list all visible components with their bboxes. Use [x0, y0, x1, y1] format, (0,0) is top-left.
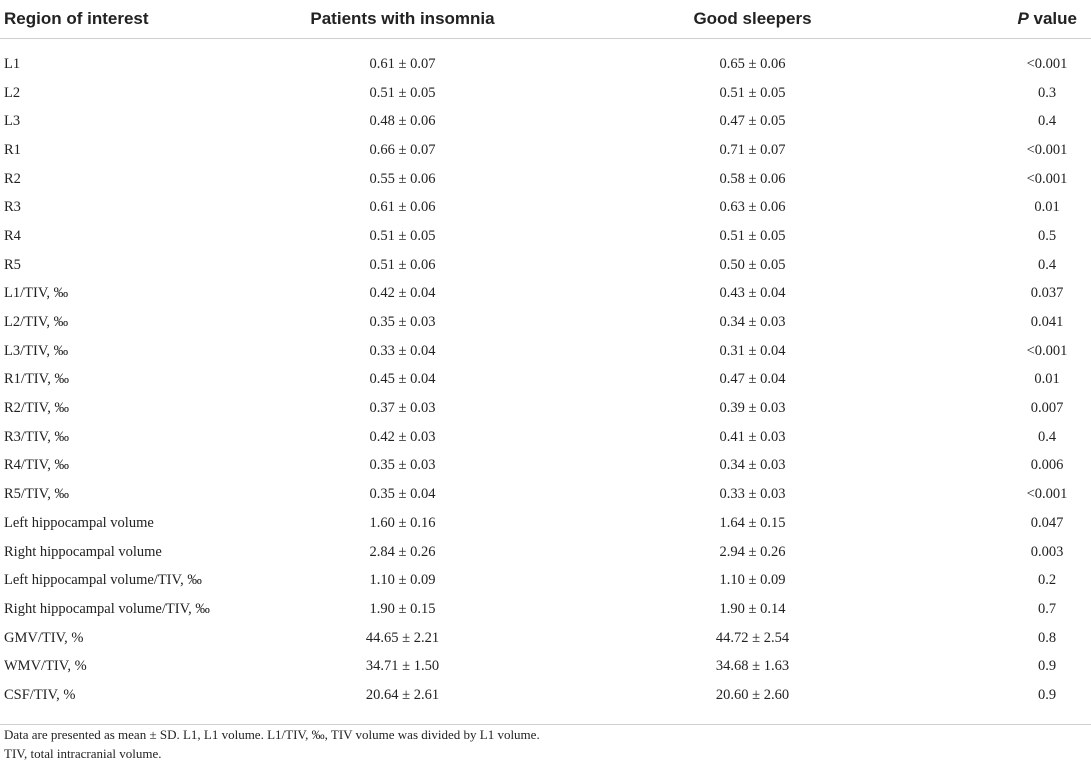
cell-good-sleepers: 0.51 ± 0.05 — [719, 227, 786, 244]
table-row — [0, 308, 1091, 337]
p-value-text: 0.9 — [1037, 658, 1057, 675]
p-value-text: 0.3 — [1037, 84, 1057, 101]
cell-insomnia: 20.64 ± 2.61 — [365, 686, 440, 703]
cell-p-value — [930, 595, 1091, 624]
cell-region: GMV/TIV, % — [4, 629, 84, 646]
cell-insomnia: 2.84 ± 0.26 — [369, 543, 436, 560]
cell-p-value — [930, 308, 1091, 337]
cell-region: WMV/TIV, % — [4, 658, 87, 675]
cell-good-sleepers: 0.31 ± 0.04 — [719, 342, 786, 359]
cell-p-value — [930, 423, 1091, 452]
cell-p-value — [930, 222, 1091, 251]
cell-good-sleepers: 0.51 ± 0.05 — [719, 84, 786, 101]
cell-good-sleepers: 0.33 ± 0.03 — [719, 486, 786, 503]
cell-region: R2/TIV, ‰ — [4, 400, 69, 417]
p-value-text: 0.01 — [1034, 371, 1060, 388]
body-bottom-rule — [0, 710, 1091, 725]
cell-p-value — [930, 509, 1091, 538]
p-value-text: 0.041 — [1030, 314, 1064, 331]
table-row — [0, 423, 1091, 452]
p-value-text: 0.5 — [1037, 227, 1057, 244]
cell-region: R5/TIV, ‰ — [4, 486, 69, 503]
p-value-text: 0.2 — [1037, 572, 1057, 589]
p-value-text: 0.007 — [1030, 400, 1064, 417]
cell-region: L1 — [4, 55, 21, 72]
cell-p-value — [930, 193, 1091, 222]
cell-p-value — [930, 394, 1091, 423]
cell-insomnia: 1.90 ± 0.15 — [369, 600, 436, 617]
cell-p-value — [930, 652, 1091, 681]
header-insomnia: Patients with insomnia — [230, 0, 575, 39]
p-value-text: 0.9 — [1037, 686, 1057, 703]
p-value-text: 0.7 — [1037, 600, 1057, 617]
cell-p-value — [930, 50, 1091, 79]
table-row — [0, 165, 1091, 194]
table-row — [0, 222, 1091, 251]
cell-region: L2/TIV, ‰ — [4, 314, 69, 331]
p-value-text: 0.006 — [1030, 457, 1064, 474]
cell-good-sleepers: 0.47 ± 0.04 — [719, 371, 786, 388]
header-row — [0, 0, 1091, 39]
cell-insomnia: 0.51 ± 0.05 — [369, 227, 436, 244]
header-p-value — [930, 0, 1091, 39]
cell-p-value — [930, 624, 1091, 653]
table-row — [0, 251, 1091, 280]
cell-good-sleepers: 0.50 ± 0.05 — [719, 256, 786, 273]
cell-insomnia: 0.35 ± 0.03 — [369, 457, 436, 474]
cell-region: Left hippocampal volume — [4, 514, 154, 531]
cell-insomnia: 1.10 ± 0.09 — [369, 572, 436, 589]
cell-good-sleepers: 1.90 ± 0.14 — [719, 600, 786, 617]
cell-insomnia: 0.51 ± 0.05 — [369, 84, 436, 101]
cell-region: R1/TIV, ‰ — [4, 371, 69, 388]
cell-region: L1/TIV, ‰ — [4, 285, 69, 302]
p-value-text: <0.001 — [1026, 342, 1068, 359]
table-row — [0, 509, 1091, 538]
table-body — [0, 39, 1091, 725]
cell-region: R1 — [4, 141, 21, 158]
cell-p-value — [930, 251, 1091, 280]
cell-insomnia: 0.33 ± 0.04 — [369, 342, 436, 359]
cell-region: CSF/TIV, % — [4, 686, 76, 703]
cell-p-value — [930, 107, 1091, 136]
cell-good-sleepers: 44.72 ± 2.54 — [715, 629, 790, 646]
table-footnote — [4, 725, 540, 763]
table-row — [0, 566, 1091, 595]
p-value-text: 0.4 — [1037, 428, 1057, 445]
table-row — [0, 452, 1091, 481]
cell-insomnia: 0.35 ± 0.03 — [369, 314, 436, 331]
p-value-text: <0.001 — [1026, 141, 1068, 158]
cell-region: Right hippocampal volume — [4, 543, 162, 560]
table-row — [0, 136, 1091, 165]
table-row — [0, 193, 1091, 222]
header-p-word: value — [1028, 9, 1077, 28]
cell-p-value — [930, 681, 1091, 710]
cell-good-sleepers: 0.63 ± 0.06 — [719, 199, 786, 216]
cell-good-sleepers: 0.41 ± 0.03 — [719, 428, 786, 445]
cell-good-sleepers: 0.47 ± 0.05 — [719, 113, 786, 130]
p-value-text: 0.4 — [1037, 113, 1057, 130]
cell-region: R4 — [4, 227, 21, 244]
cell-insomnia: 0.42 ± 0.03 — [369, 428, 436, 445]
p-value-text: 0.047 — [1030, 514, 1064, 531]
table-row — [0, 480, 1091, 509]
p-value-text: 0.8 — [1037, 629, 1057, 646]
cell-p-value — [930, 366, 1091, 395]
table-row — [0, 280, 1091, 309]
cell-insomnia: 1.60 ± 0.16 — [369, 514, 436, 531]
cell-insomnia: 0.51 ± 0.06 — [369, 256, 436, 273]
cell-good-sleepers: 0.34 ± 0.03 — [719, 457, 786, 474]
header-p-letter: P — [1017, 9, 1029, 28]
table-row — [0, 366, 1091, 395]
p-value-text: 0.003 — [1030, 543, 1064, 560]
cell-insomnia: 0.35 ± 0.04 — [369, 486, 436, 503]
cell-region: R3/TIV, ‰ — [4, 428, 69, 445]
cell-p-value — [930, 337, 1091, 366]
p-value-text: 0.037 — [1030, 285, 1064, 302]
cell-p-value — [930, 79, 1091, 108]
p-value-text: 0.4 — [1037, 256, 1057, 273]
table-row — [0, 337, 1091, 366]
cell-region: L3/TIV, ‰ — [4, 342, 69, 359]
table-row — [0, 681, 1091, 710]
p-value-text: 0.01 — [1034, 199, 1060, 216]
cell-insomnia: 0.55 ± 0.06 — [369, 170, 436, 187]
cell-p-value — [930, 165, 1091, 194]
header-good-sleepers: Good sleepers — [575, 0, 930, 39]
p-value-text: <0.001 — [1026, 55, 1068, 72]
cell-good-sleepers: 0.71 ± 0.07 — [719, 141, 786, 158]
cell-p-value — [930, 566, 1091, 595]
cell-p-value — [930, 452, 1091, 481]
cell-good-sleepers: 0.34 ± 0.03 — [719, 314, 786, 331]
cell-insomnia: 0.37 ± 0.03 — [369, 400, 436, 417]
cell-good-sleepers: 20.60 ± 2.60 — [715, 686, 790, 703]
footnote-line-2: TIV, total intracranial volume. — [4, 746, 162, 761]
cell-insomnia: 0.61 ± 0.07 — [369, 55, 436, 72]
cell-region: R2 — [4, 170, 21, 187]
cell-good-sleepers: 0.39 ± 0.03 — [719, 400, 786, 417]
cell-region: L2 — [4, 84, 21, 101]
cell-insomnia: 0.48 ± 0.06 — [369, 113, 436, 130]
footnote-line-1: Data are presented as mean ± SD. L1, L1 volume. L1/TIV, ‰, TIV volume was divided by L1 volume. — [4, 727, 540, 742]
cell-insomnia: 0.66 ± 0.07 — [369, 141, 436, 158]
cell-insomnia: 0.42 ± 0.04 — [369, 285, 436, 302]
table-row — [0, 624, 1091, 653]
cell-region: R5 — [4, 256, 21, 273]
body-top-gap — [0, 39, 1091, 51]
table-row — [0, 79, 1091, 108]
table-header — [0, 0, 1091, 39]
table-row — [0, 107, 1091, 136]
cell-p-value — [930, 538, 1091, 567]
table-row — [0, 538, 1091, 567]
p-value-text: <0.001 — [1026, 170, 1068, 187]
cell-p-value — [930, 136, 1091, 165]
cell-p-value — [930, 480, 1091, 509]
cell-insomnia: 0.45 ± 0.04 — [369, 371, 436, 388]
cell-good-sleepers: 0.43 ± 0.04 — [719, 285, 786, 302]
cell-good-sleepers: 0.58 ± 0.06 — [719, 170, 786, 187]
cell-good-sleepers: 34.68 ± 1.63 — [715, 658, 790, 675]
cell-region: R4/TIV, ‰ — [4, 457, 69, 474]
table-row — [0, 50, 1091, 79]
cell-region: Left hippocampal volume/TIV, ‰ — [4, 572, 202, 589]
header-region: Region of interest — [0, 0, 230, 39]
cell-good-sleepers: 1.64 ± 0.15 — [719, 514, 786, 531]
cell-good-sleepers: 0.65 ± 0.06 — [719, 55, 786, 72]
cell-region: L3 — [4, 113, 21, 130]
table-row — [0, 652, 1091, 681]
cell-insomnia: 0.61 ± 0.06 — [369, 199, 436, 216]
cell-good-sleepers: 1.10 ± 0.09 — [719, 572, 786, 589]
table-row — [0, 595, 1091, 624]
p-value-text: <0.001 — [1026, 486, 1068, 503]
cell-good-sleepers: 2.94 ± 0.26 — [719, 543, 786, 560]
cell-region: R3 — [4, 199, 21, 216]
cell-insomnia: 44.65 ± 2.21 — [365, 629, 440, 646]
cell-insomnia: 34.71 ± 1.50 — [365, 658, 440, 675]
table-row — [0, 394, 1091, 423]
cell-p-value — [930, 280, 1091, 309]
cell-region: Right hippocampal volume/TIV, ‰ — [4, 600, 210, 617]
